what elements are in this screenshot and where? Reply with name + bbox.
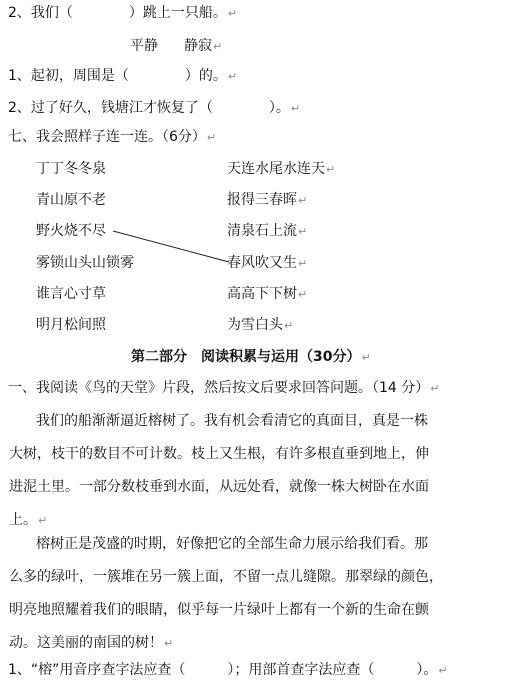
paragraph-mark-icon: ↵	[227, 70, 238, 83]
match-left-text: 青山原不老	[36, 192, 106, 208]
match-left-text: 谁言心寸草	[36, 286, 106, 302]
passage-line: 大树，枝干的数目不可计数。枝上又生根，有许多根直垂到地上，伸	[9, 446, 429, 462]
section-1-title-text: 一、我阅读《鸟的天堂》片段，然后按文后要求回答问题。（14 分）	[8, 380, 430, 396]
paragraph-mark-icon: ↵	[164, 637, 174, 650]
paragraph-mark-icon: ↵	[326, 163, 336, 176]
paragraph-mark-icon: ↵	[38, 514, 48, 527]
match-right-text: 为雪白头	[227, 317, 283, 333]
part-2-title	[131, 347, 371, 368]
paragraph-mark-icon: ↵	[430, 382, 440, 395]
paragraph-mark-icon: ↵	[298, 194, 308, 207]
section-1-title	[8, 378, 439, 399]
part-2-title-text: 第二部分 阅读积累与运用（30分）	[131, 349, 361, 365]
match-left-text: 明月松间照	[36, 317, 106, 333]
passage-line: 上。	[9, 512, 37, 528]
paragraph-mark-icon: ↵	[298, 257, 308, 270]
passage-line: 榕树正是茂盛的时期，好像把它的全部生命力展示给我们看。那	[36, 536, 428, 552]
paragraph-mark-icon: ↵	[298, 288, 308, 301]
match-right-text: 报得三春晖	[227, 192, 297, 208]
passage-paragraph-2	[9, 528, 466, 660]
paragraph-mark-icon: ↵	[213, 40, 223, 53]
connector-line	[113, 231, 229, 262]
question-1-text: 1、“榕”用音序查字法应查（ ）；用部首查字法应查（ ）。	[8, 662, 438, 678]
question-1	[8, 660, 448, 681]
match-right-text: 天连水尾水连天	[227, 161, 325, 177]
paragraph-mark-icon: ↵	[284, 319, 294, 332]
paragraph-mark-icon: ↵	[438, 664, 448, 677]
match-left-text: 丁丁冬冬泉	[36, 161, 106, 177]
option-b: 静寂	[184, 38, 212, 54]
paragraph-mark-icon: ↵	[227, 7, 238, 20]
paragraph-mark-icon: ↵	[361, 351, 371, 364]
fill-blank-2-text: 2、过了好久，钱塘江才恢复了（ ）。	[8, 100, 290, 116]
passage-line: 我们的船渐渐逼近榕树了。我有机会看清它的真面目，真是一株	[36, 413, 428, 429]
fill-blank-1-text: 1、起初，周围是（ ）的。	[8, 68, 227, 84]
match-right-text: 春风吹又生	[227, 255, 297, 271]
passage-paragraph-1	[9, 405, 466, 537]
paragraph-mark-icon: ↵	[290, 102, 301, 115]
paragraph-mark-icon: ↵	[206, 131, 217, 144]
passage-line: 动。这美丽的南国的树！	[9, 635, 163, 651]
paragraph-mark-icon: ↵	[298, 225, 308, 238]
passage-line: 进泥土里。一部分数枝垂到水面，从远处看，就像一株大树卧在水面	[9, 479, 429, 495]
question-2-text: 2、我们（ ）跳上一只船。	[8, 5, 227, 21]
passage-line: 么多的绿叶，一簇堆在另一簇上面，不留一点儿缝隙。那翠绿的颜色，	[9, 569, 443, 585]
match-right-text: 高高下下树	[227, 286, 297, 302]
match-left-text: 野火烧不尽	[36, 223, 106, 239]
section-7-title-text: 七、我会照样子连一连。（6分）	[8, 129, 206, 145]
match-right-text: 清泉石上流	[227, 223, 297, 239]
option-a: 平静	[130, 38, 158, 54]
match-left-text: 雾锁山头山锁雾	[36, 255, 134, 271]
passage-line: 明亮地照耀着我们的眼睛，似乎每一片绿叶上都有一个新的生命在颤	[9, 602, 429, 618]
